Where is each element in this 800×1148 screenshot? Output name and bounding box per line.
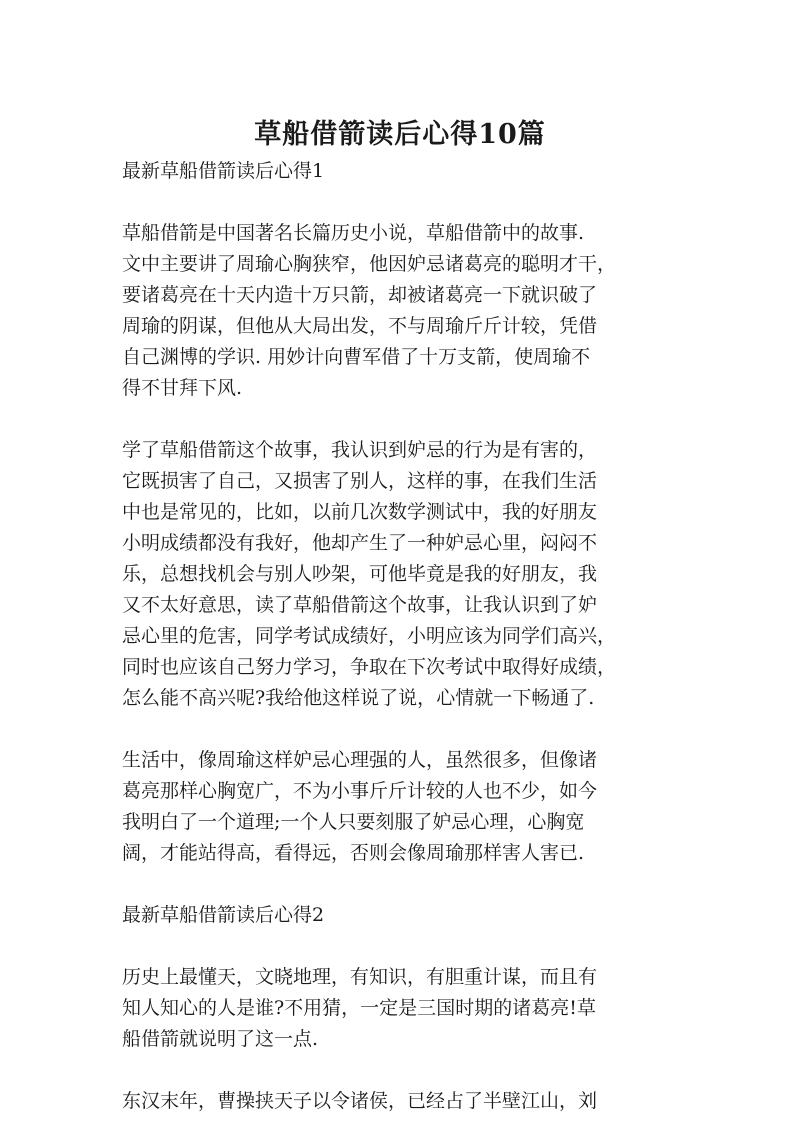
paragraph <box>122 435 682 714</box>
text-line: 东汉末年，曹操挟天子以令诸侯，已经占了半壁江山，刘 <box>122 1090 598 1112</box>
paragraph <box>122 1086 682 1117</box>
paragraph <box>122 745 682 869</box>
text-line: 同时也应该自己努力学习，争取在下次考试中取得好成绩， <box>122 656 617 678</box>
text-line: 文中主要讲了周瑜心胸狭窄，他因妒忌诸葛亮的聪明才干， <box>122 253 617 275</box>
text-line: 草船借箭是中国著名长篇历史小说，草船借箭中的故事. <box>122 222 585 244</box>
text-line: 葛亮那样心胸宽广，不为小事斤斤计较的人也不少，如今 <box>122 780 598 802</box>
text-line: 乐，总想找机会与别人吵架，可他毕竟是我的好朋友，我 <box>122 563 598 585</box>
text-line: 生活中，像周瑜这样妒忌心理强的人，虽然很多，但像诸 <box>122 749 598 771</box>
paragraph <box>122 962 682 1055</box>
text-line: 它既损害了自己，又损害了别人，这样的事，在我们生活 <box>122 470 598 492</box>
section-2 <box>122 900 682 1117</box>
document-body <box>122 156 682 1148</box>
text-line: 历史上最懂天，文晓地理，有知识，有胆重计谋，而且有 <box>122 966 598 988</box>
document-title: 草船借箭读后心得10篇 <box>254 119 546 150</box>
text-line: 忌心里的危害，同学考试成绩好，小明应该为同学们高兴， <box>122 625 617 647</box>
text-line: 小明成绩都没有我好，他却产生了一种妒忌心里，闷闷不 <box>122 532 598 554</box>
text-line: 阔，才能站得高，看得远，否则会像周瑜那样害人害已. <box>122 842 585 864</box>
text-line: 怎么能不高兴呢?我给他这样说了说，心情就一下畅通了. <box>122 687 595 709</box>
paragraph <box>122 218 682 404</box>
text-line: 要诸葛亮在十天内造十万只箭，却被诸葛亮一下就识破了 <box>122 284 598 306</box>
text-line: 我明白了一个道理;一个人只要刻服了妒忌心理，心胸宽 <box>122 811 585 833</box>
text-line: 知人知心的人是谁?不用猜，一定是三国时期的诸葛亮!草 <box>122 997 596 1019</box>
text-line: 周瑜的阴谋，但他从大局出发，不与周瑜斤斤计较，凭借 <box>122 315 598 337</box>
text-line: 中也是常见的，比如，以前几次数学测试中，我的好朋友 <box>122 501 598 523</box>
text-line: 得不甘拜下风. <box>122 377 243 399</box>
text-line: 又不太好意思，读了草船借箭这个故事，让我认识到了妒 <box>122 594 598 616</box>
section-1 <box>122 156 682 869</box>
text-line: 自己渊博的学识. 用妙计向曹军借了十万支箭，使周瑜不 <box>122 346 591 368</box>
section-heading: 最新草船借箭读后心得1 <box>122 160 325 182</box>
text-line: 船借箭就说明了这一点. <box>122 1028 319 1050</box>
text-line: 学了草船借箭这个故事，我认识到妒忌的行为是有害的， <box>122 439 598 461</box>
section-heading: 最新草船借箭读后心得2 <box>122 904 325 926</box>
